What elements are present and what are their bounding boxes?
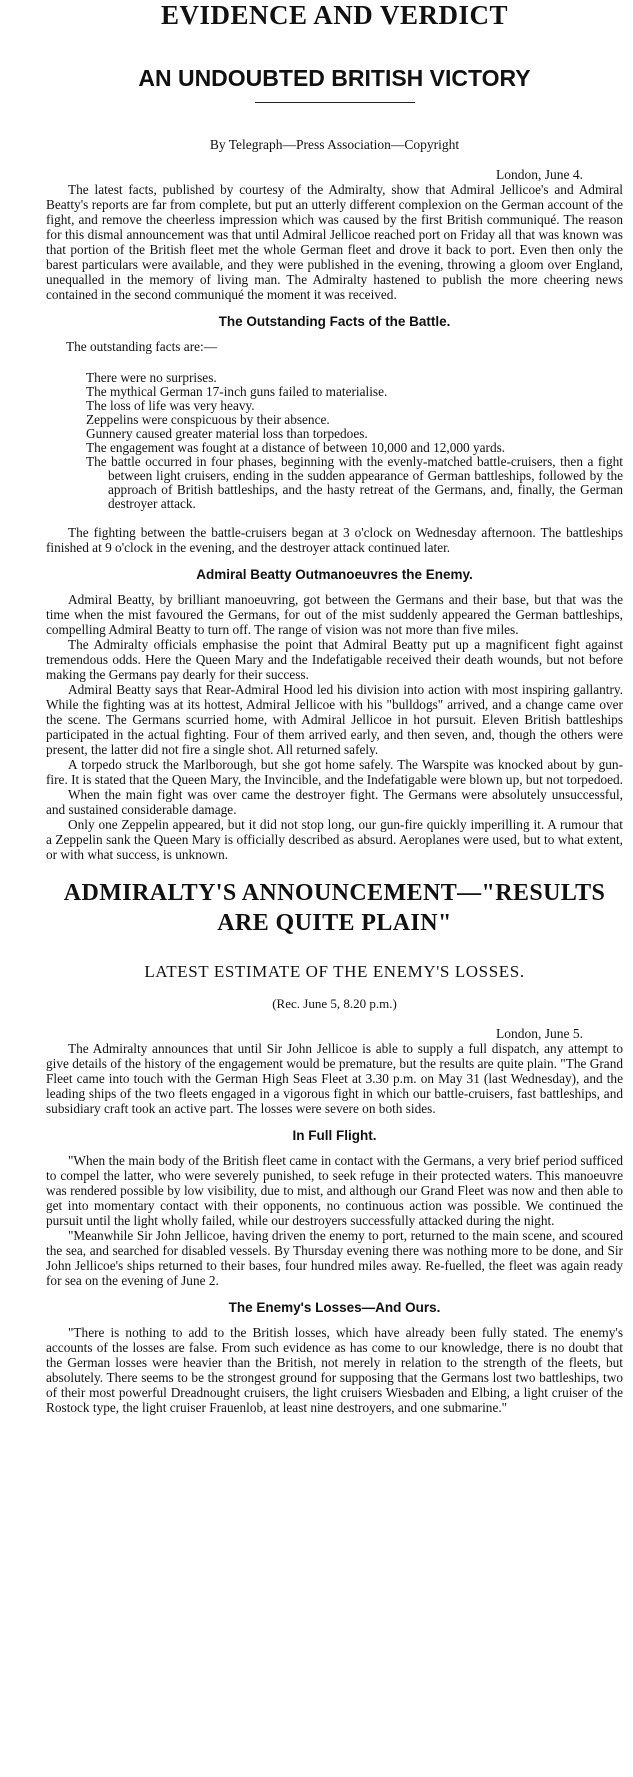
subhead-in-full-flight: In Full Flight. xyxy=(292,1128,377,1143)
subhead-enemy-losses: The Enemy's Losses—And Ours. xyxy=(228,1300,441,1315)
received-note: (Rec. June 5, 8.20 p.m.) xyxy=(272,996,397,1011)
byline: By Telegraph—Press Association—Copyright xyxy=(209,137,460,152)
fact-item: The engagement was fought at a distance of between 10,000 and 12,000 yards. xyxy=(86,440,506,455)
headline-evidence-and-verdict: EVIDENCE AND VERDICT xyxy=(160,0,509,30)
paragraph-meanwhile-jellicoe: "Meanwhile Sir John Jellicoe, having driven the enemy to port, returned to the main scene, and scoured the sea, and searched for disabled vessels. By Thursday evening there was nothing more to be done, and Sir John Jellicoe's ships returned to their bases, four hundred miles away. Re-fuelled, the fleet was again ready for sea on the evening of June 2. xyxy=(46,1228,623,1288)
fact-item: The mythical German 17-inch guns failed to materialise. xyxy=(86,384,388,399)
paragraph-main-body-contact: "When the main body of the British fleet came in contact with the Germans, a very brief period sufficed to compel the latter, who were severely punished, to seek refuge in their protected waters. This manoeuvre was rendered possible by low visibility, due to mist, and although our Grand Fleet was now and then able to get into momentary contact with their opponents, no continuous action was possible. We continued the pursuit until the light wholly failed, while our destroyers successfully attacked during the night. xyxy=(46,1153,623,1228)
paragraph-admiralty-announces: The Admiralty announces that until Sir John Jellicoe is able to supply a full dispatch, any attempt to give details of the history of the engagement would be premature, but the results are quite plain. "The Grand Fleet came into touch with the German High Seas Fleet at 3.30 p.m. on May 31 (last Wednesday), and the leading ships of the two fleets engaged in a vigorous fight in which our battle-cruisers, fast battleships, and subsidiary craft took an active part. The losses were severe on both sides. xyxy=(46,1041,623,1116)
headline-latest-estimate: LATEST ESTIMATE OF THE ENEMY'S LOSSES. xyxy=(144,962,525,981)
paragraph-beatty-manoeuvring: Admiral Beatty, by brilliant manoeuvring, got between the Germans and their base, but that was the time when the mist favoured the Germans, for out of the mist suddenly appeared the German battleships, compelling Admiral Beatty to turn off. The range of vision was not more than five miles. xyxy=(46,592,623,637)
dateline-june-4: London, June 4. xyxy=(496,167,583,182)
subhead-outstanding-facts: The Outstanding Facts of the Battle. xyxy=(218,314,451,329)
headline-admiralty-announcement: ADMIRALTY'S ANNOUNCEMENT—"RESULTS ARE QUITE PLAIN" xyxy=(63,880,606,936)
paragraph-latest-facts: The latest facts, published by courtesy of the Admiralty, show that Admiral Jellicoe's and Admiral Beatty's reports are far from complete, but put an utterly different complexion on the German account of the fight, and remove the cheerless impression which was caused by the first British communiqué. The reason for this dismal announcement was that until Admiral Jellicoe reached port on Friday all that was known was that portion of the British fleet met the whole German fleet and drove it back to port. Even then only the barest particulars were available, and they were published in the evening, throwing a gloom over England, unequalled in the memory of living man. The Admiralty hastened to publish the more cheering news contained in the second communiqué the moment it was received. xyxy=(46,182,623,302)
subhead-beatty-outmanoeuvres: Admiral Beatty Outmanoeuvres the Enemy. xyxy=(196,567,473,582)
fact-item: Gunnery caused greater material loss than torpedoes. xyxy=(86,426,368,441)
facts-intro: The outstanding facts are:— xyxy=(66,339,218,354)
paragraph-nothing-to-add: "There is nothing to add to the British losses, which have already been fully stated. The enemy's accounts of the losses are false. From such evidence as has come to our knowledge, there is no doubt that the German losses were heavier than the British, not merely in relation to the strength of the fleets, but absolutely. There seems to be the strongest ground for supposing that the Germans lost two battleships, two of their most powerful Dreadnought cruisers, the light cruisers Wiesbaden and Elbing, a light cruiser of the Rostock type, the light cruiser Frauenlob, at least nine destroyers, and one submarine." xyxy=(46,1325,623,1415)
paragraph-torpedo-marlborough: A torpedo struck the Marlborough, but she got home safely. The Warspite was knocked about by gun-fire. It is stated that the Queen Mary, the Invincible, and the Indefatigable were blown up, but not torpedoed. xyxy=(46,757,623,787)
paragraph-zeppelin: Only one Zeppelin appeared, but it did not stop long, our gun-fire quickly imperilling it. A rumour that a Zeppelin sank the Queen Mary is officially described as absurd. Aeroplanes were used, but to what extent, or with what success, is unknown. xyxy=(46,817,623,862)
paragraph-rear-admiral-hood: Admiral Beatty says that Rear-Admiral Hood led his division into action with most inspiring gallantry. While the fighting was at its hottest, Admiral Jellicoe with his "bulldogs" arrived, and a change came over the scene. The Germans scurried home, with Admiral Jellicoe in hot pursuit. Eleven British battleships participated in the actual fighting. Four of them arrived early, and then seven, and, though the others were present, the latter did not fire a single shot. All returned safely. xyxy=(46,682,623,757)
paragraph-destroyer-fight: When the main fight was over came the destroyer fight. The Germans were absolutely unsuccessful, and sustained considerable damage. xyxy=(46,787,623,817)
headline-rule xyxy=(255,102,415,103)
fact-item: The battle occurred in four phases, beginning with the evenly-matched battle-cruisers, then a fight between light cruisers, ending in the sudden appearance of German battleships, followed by the approach of British battleships, and the hasty retreat of the Germans, and, finally, the German destroyer attack. xyxy=(86,454,623,511)
headline-british-victory: AN UNDOUBTED BRITISH VICTORY xyxy=(138,65,531,91)
dateline-june-5: London, June 5. xyxy=(496,1026,583,1041)
paragraph-admiralty-emphasise: The Admiralty officials emphasise the point that Admiral Beatty put up a magnificent fight against tremendous odds. Here the Queen Mary and the Indefatigable received their death wounds, but not before making the Germans pay dearly for their success. xyxy=(46,637,623,682)
paragraph-fighting-times: The fighting between the battle-cruisers began at 3 o'clock on Wednesday afternoon. The battleships finished at 9 o'clock in the evening, and the destroyer attack continued later. xyxy=(46,525,623,555)
facts-list xyxy=(46,371,623,511)
fact-item: The loss of life was very heavy. xyxy=(86,398,255,413)
fact-item: There were no surprises. xyxy=(86,370,217,385)
fact-item: Zeppelins were conspicuous by their absence. xyxy=(86,412,330,427)
